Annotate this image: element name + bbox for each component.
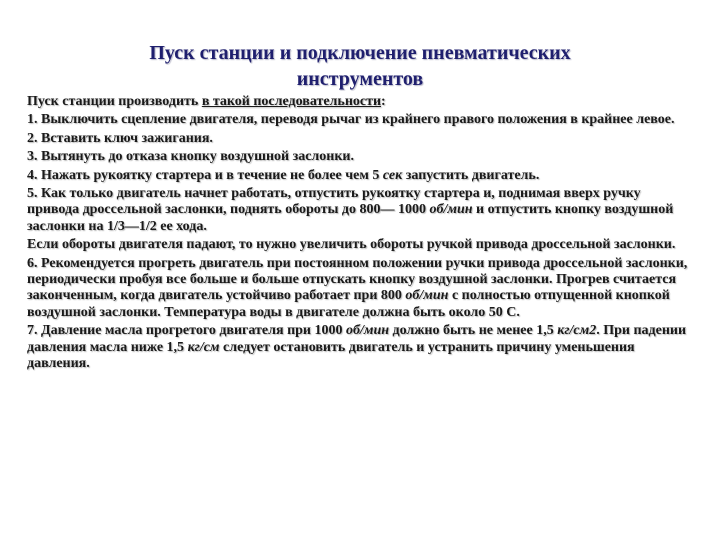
step-7-unit-3: кг/см xyxy=(187,339,220,355)
instructions-body xyxy=(27,94,693,375)
step-3: 3. Вытянуть до отказа кнопку воздушной заслонки. xyxy=(27,149,354,165)
step-6-unit: об/мин xyxy=(405,288,449,304)
intro-text: Пуск станции производить xyxy=(27,94,202,109)
step-7-text-a: 7. Давление масла прогретого двигателя при 1000 xyxy=(27,323,346,339)
step-2: 2. Вставить ключ зажигания. xyxy=(27,130,213,146)
step-7-text-d: следует остановить двигатель и устранить причину уменьшения давления. xyxy=(27,339,635,372)
step-6-text-b: с полностью отпущенной кнопкой воздушной заслонки. Температура воды в двигателе должна быть около 50 С. xyxy=(27,288,670,320)
title-line-1: Пуск станции и подключение пневматических xyxy=(149,42,571,64)
step-7-text-c: . При падении давления масла ниже 1,5 xyxy=(27,323,687,355)
step-7-unit-2: кг/см2 xyxy=(557,323,597,339)
step-5-text-b: и отпустить кнопку воздушной заслонки на 1/3—1/2 ее хода. xyxy=(27,202,674,234)
step-7-unit-1: об/мин xyxy=(346,323,390,339)
step-1: 1. Выключить сцепление двигателя, переводя рычаг из крайнего правого положения в крайнее левое. xyxy=(27,112,675,128)
step-6-text-a: 6. Рекомендуется прогреть двигатель при постоянном положении ручки привода дроссельной заслонки, периодически пробуя все больше и больше отпускать кнопку воздушной заслонки. Прогрев считается законченным, когда двигатель устойчиво работает при 800 xyxy=(27,255,688,304)
note-paragraph: Если обороты двигателя падают, то нужно увеличить обороты ручкой привода дроссельной заслонки. xyxy=(27,237,676,253)
intro-end: : xyxy=(381,94,386,109)
intro-line xyxy=(27,94,693,110)
step-7-text-b: должно быть не менее 1,5 xyxy=(389,323,558,339)
page-title xyxy=(60,40,660,92)
step-4-text-a: 4. Нажать рукоятку стартера и в течение не более чем 5 xyxy=(27,167,383,183)
intro-underlined: в такой последовательности xyxy=(201,94,382,109)
step-6 xyxy=(27,256,693,322)
title-line-2: инструментов xyxy=(296,68,424,90)
step-5-unit: об/мин xyxy=(429,202,473,218)
step-7 xyxy=(27,323,693,372)
step-5 xyxy=(27,186,693,235)
step-4-text-b: запустить двигатель. xyxy=(402,167,540,183)
step-4-unit: сек xyxy=(382,167,403,183)
step-5-text-a: 5. Как только двигатель начнет работать, отпустить рукоятку стартера и, поднимая вверх ручку привода дроссельной заслонки, поднять обороты до 800— 1000 xyxy=(27,186,641,218)
step-4 xyxy=(27,168,693,184)
